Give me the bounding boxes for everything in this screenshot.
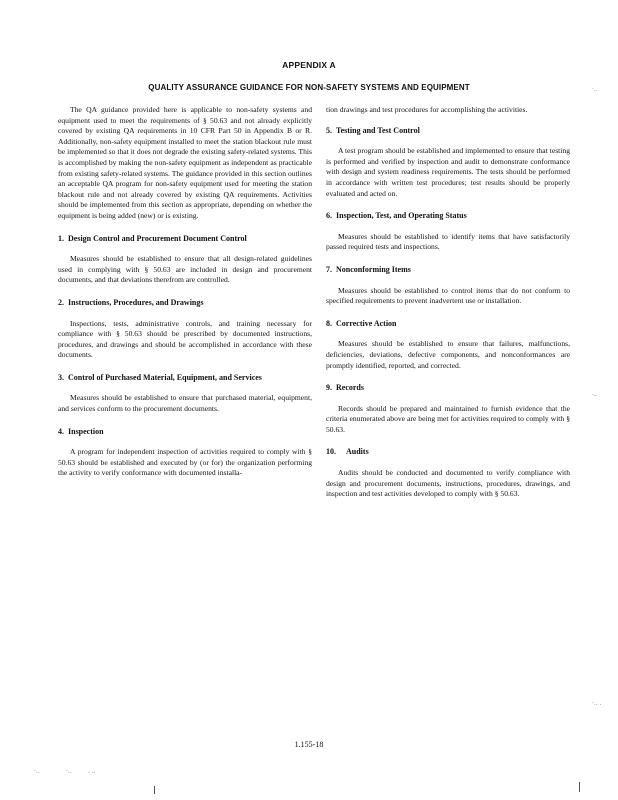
continuation-paragraph: tion drawings and test procedures for accomplishing the activities. (326, 105, 528, 114)
section-heading-4 (58, 427, 312, 438)
section-heading-6 (326, 211, 570, 222)
section-heading-9 (326, 383, 570, 394)
left-column (58, 105, 312, 479)
section-number: 7. (326, 264, 332, 274)
scan-artifact: ·– (592, 392, 597, 399)
section-number: 3. (58, 372, 64, 382)
section-heading-7 (326, 265, 570, 276)
section-heading-10 (326, 447, 570, 458)
appendix-label: APPENDIX A (282, 60, 336, 70)
scan-artifact (154, 786, 155, 794)
section-body-3: Measures should be established to ensure that purchased material, equipment, and services conform to the procurement documents. (58, 393, 312, 414)
section-title: Testing and Test Control (336, 125, 420, 135)
section-body-1: Measures should be established to ensure that all design-related guidelines used in complying with § 50.63 are included in design and procurement documents, and that deviations therefrom are controlled. (58, 254, 312, 285)
section-body-2: Inspections, tests, administrative controls, and training necessary for compliance with § 50.63 should be prescribed by documented instructions, procedures, and drawings and should be accomplished in accordance with these documents. (58, 318, 312, 360)
section-heading-5 (326, 126, 570, 137)
section-heading-8 (326, 319, 570, 330)
section-body-4: A program for independent inspection of activities required to comply with § 50.63 should be established and executed by (or for) the organization performing the activity to verify conformance with documented installa- (58, 447, 312, 478)
section-body-8: Measures should be established to ensure that failures, malfunctions, deficiencies, deviations, defective components, and nonconformances are promptly identified, reported, and corrected. (326, 339, 570, 370)
section-title: Records (336, 383, 364, 393)
section-heading-1 (58, 234, 312, 245)
section-title: Nonconforming Items (336, 264, 411, 274)
section-number: 5. (326, 125, 332, 135)
scan-artifact: ·.. (592, 86, 598, 93)
intro-paragraph: The QA guidance provided here is applicable to non-safety systems and equipment used to meet the requirements of § 50.63 and not already explicitly covered by existing QA requirements in 10 CFR Part 50 in Appendix B or R. Additionally, non-safety equipment installed to meet the station blackout rule must be implemented so that it does not degrade the existing safety-related systems. This is accomplished by making the non-safety equipment as independent as practicable from existing safety-related systems. The guidance provided in this section outlines an acceptable QA program for non-safety equipment used for meeting the station blackout rule and not already covered by existing QA requirements. Activities should be implemented from this section as appropriate, depending on whether the equipment is being added (new) or is existing. (58, 105, 312, 220)
section-title: Control of Purchased Material, Equipment, and Services (68, 372, 262, 382)
section-number: 9. (326, 383, 332, 393)
section-number: 8. (326, 318, 332, 328)
scan-artifact: ·.. (34, 768, 40, 775)
scan-artifact: . .. (88, 768, 96, 775)
section-title: Inspection, Test, and Operating Status (336, 211, 467, 221)
section-title: Inspection (68, 426, 104, 436)
scan-artifact: ·.. (66, 768, 72, 775)
section-number: 10. (326, 447, 336, 457)
section-title: Instructions, Procedures, and Drawings (68, 297, 204, 307)
section-number: 1. (58, 233, 64, 243)
section-body-9: Records should be prepared and maintained to furnish evidence that the criteria enumerated above are being met for activities required to comply with § 50.63. (326, 403, 570, 434)
section-number: 4. (58, 426, 64, 436)
scan-artifact (579, 782, 580, 792)
right-column (326, 105, 570, 500)
section-body-6: Measures should be established to identify items that have satisfactorily passed required tests and inspections. (326, 231, 570, 252)
section-title: Design Control and Procurement Document Control (68, 233, 247, 243)
page-title: QUALITY ASSURANCE GUIDANCE FOR NON-SAFETY SYSTEMS AND EQUIPMENT (148, 83, 470, 92)
page-number: 1.155-18 (294, 740, 324, 749)
section-body-10: Audits should be conducted and documented to verify compliance with design and procurement documents, instructions, procedures, drawings, and inspection and test activities developed to comply with § 50.63. (326, 468, 570, 499)
section-body-5: A test program should be established and implemented to ensure that testing is performed and verified by inspection and audit to demonstrate conformance with design and system readiness requirements. The tests should be performed in accordance with written test procedures; test results should be properly evaluated and acted on. (326, 146, 570, 198)
section-number: 6. (326, 211, 332, 221)
section-title: Corrective Action (336, 318, 397, 328)
section-body-7: Measures should be established to control items that do not conform to specified requirements to prevent inadvertent use or installation. (326, 285, 570, 306)
section-number: 2. (58, 297, 64, 307)
scan-artifact: ·.. . (592, 700, 602, 707)
section-title: Audits (346, 447, 369, 457)
section-heading-3 (58, 373, 312, 384)
section-heading-2 (58, 298, 312, 309)
